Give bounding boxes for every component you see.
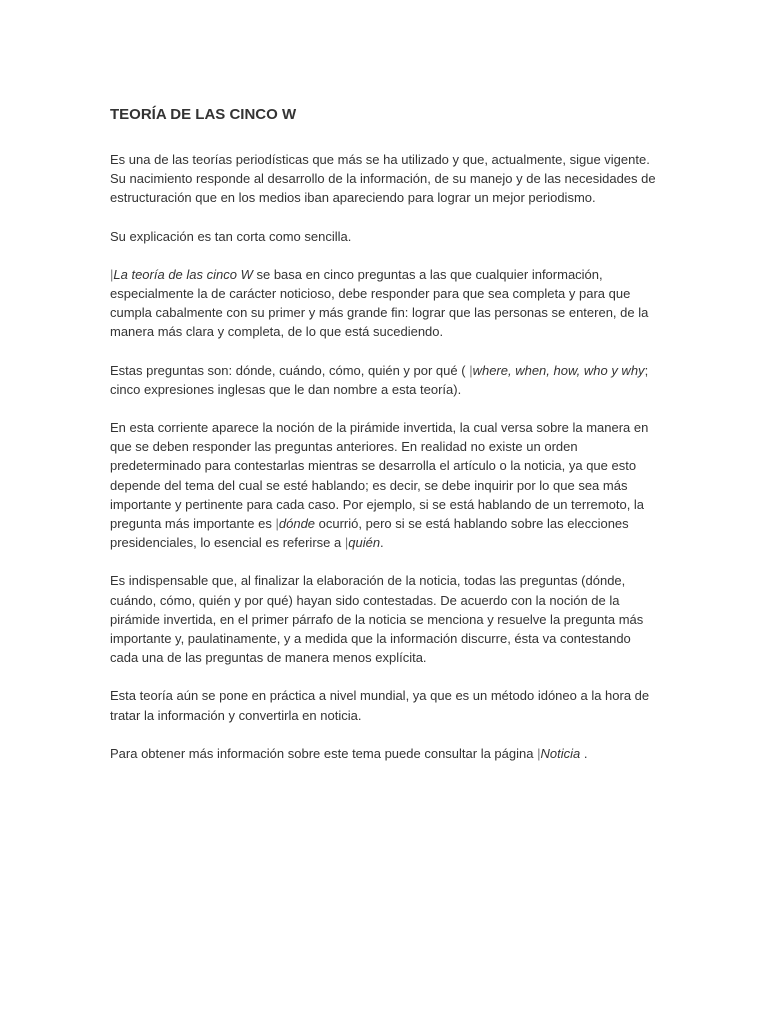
quien-emphasis: quién <box>348 535 381 551</box>
paragraph-more-info <box>110 744 658 763</box>
donde-emphasis: dónde <box>278 516 316 532</box>
document-body <box>110 104 658 782</box>
paragraph-text: Para obtener más información sobre este tema puede consultar la página <box>110 745 538 761</box>
paragraph-text: ; cinco expresiones inglesas que le dan nombre a esta teoría). <box>110 362 649 397</box>
page-title: TEORÍA DE LAS CINCO W <box>110 106 297 123</box>
paragraph-text: ocurrió, pero si se está hablando sobre las elecciones presidenciales, lo esencial es referirse a <box>110 516 629 551</box>
theory-name-emphasis: La teoría de las cinco W <box>113 266 253 282</box>
link-marker: | <box>110 266 114 282</box>
paragraph-text: Estas preguntas son: dónde, cuándo, cómo, quién y por qué ( <box>110 362 470 378</box>
link-marker: | <box>537 745 541 761</box>
paragraph-completeness: Es indispensable que, al finalizar la elaboración de la noticia, todas las preguntas (dónde, cuándo, cómo, quién y por qué) hayan sido contestadas. De acuerdo con la noción de la pirámide invertida, en el primer párrafo de la noticia se menciona y resuelve la pregunta más importante y, paulatinamente, y a medida que la información discurre, ésta va contestando cada una de las preguntas de manera menos explícita. <box>110 573 644 666</box>
paragraph-intro: Es una de las teorías periodísticas que más se ha utilizado y que, actualmente, sigue vigente. Su nacimiento responde al desarrollo de la información, de su manejo y de las necesidades de estructuración que en los medios iban apareciendo para lograr un mejor periodismo. <box>110 152 656 206</box>
paragraph-pyramid <box>110 418 658 552</box>
paragraph-text: . <box>380 535 384 551</box>
paragraph-questions <box>110 361 658 399</box>
paragraph-text: . <box>580 745 588 761</box>
link-marker: | <box>469 362 473 378</box>
paragraph-practice: Esta teoría aún se pone en práctica a nivel mundial, ya que es un método idóneo a la hora de tratar la información y convertirla en noticia. <box>110 688 650 723</box>
paragraph-text: se basa en cinco preguntas a las que cualquier información, especialmente la de carácter noticioso, debe responder para que sea completa y para que cumpla cabalmente con su primer y más grande fin: lograr que las personas se enteren, de la manera más clara y completa, de lo que está sucediendo. <box>110 266 649 340</box>
paragraph-theory <box>110 265 658 342</box>
link-marker: | <box>275 516 279 532</box>
paragraph-text: En esta corriente aparece la noción de la pirámide invertida, la cual versa sobre la manera en que se deben responder las preguntas anteriores. En realidad no existe un orden predeterminado para contestarlas mientras se desarrolla el artículo o la noticia, ya que esto depende del tema del cual se esté hablando; es decir, se debe inquirir por lo que sea más importante y pertinente para cada caso. Por ejemplo, si se está hablando de un terremoto, la pregunta más importante es <box>110 420 649 532</box>
paragraph-explanation: Su explicación es tan corta como sencilla. <box>110 228 352 244</box>
noticia-link[interactable]: Noticia <box>540 745 581 761</box>
link-marker: | <box>344 535 349 551</box>
english-terms-emphasis: where, when, how, who y why <box>472 362 645 378</box>
